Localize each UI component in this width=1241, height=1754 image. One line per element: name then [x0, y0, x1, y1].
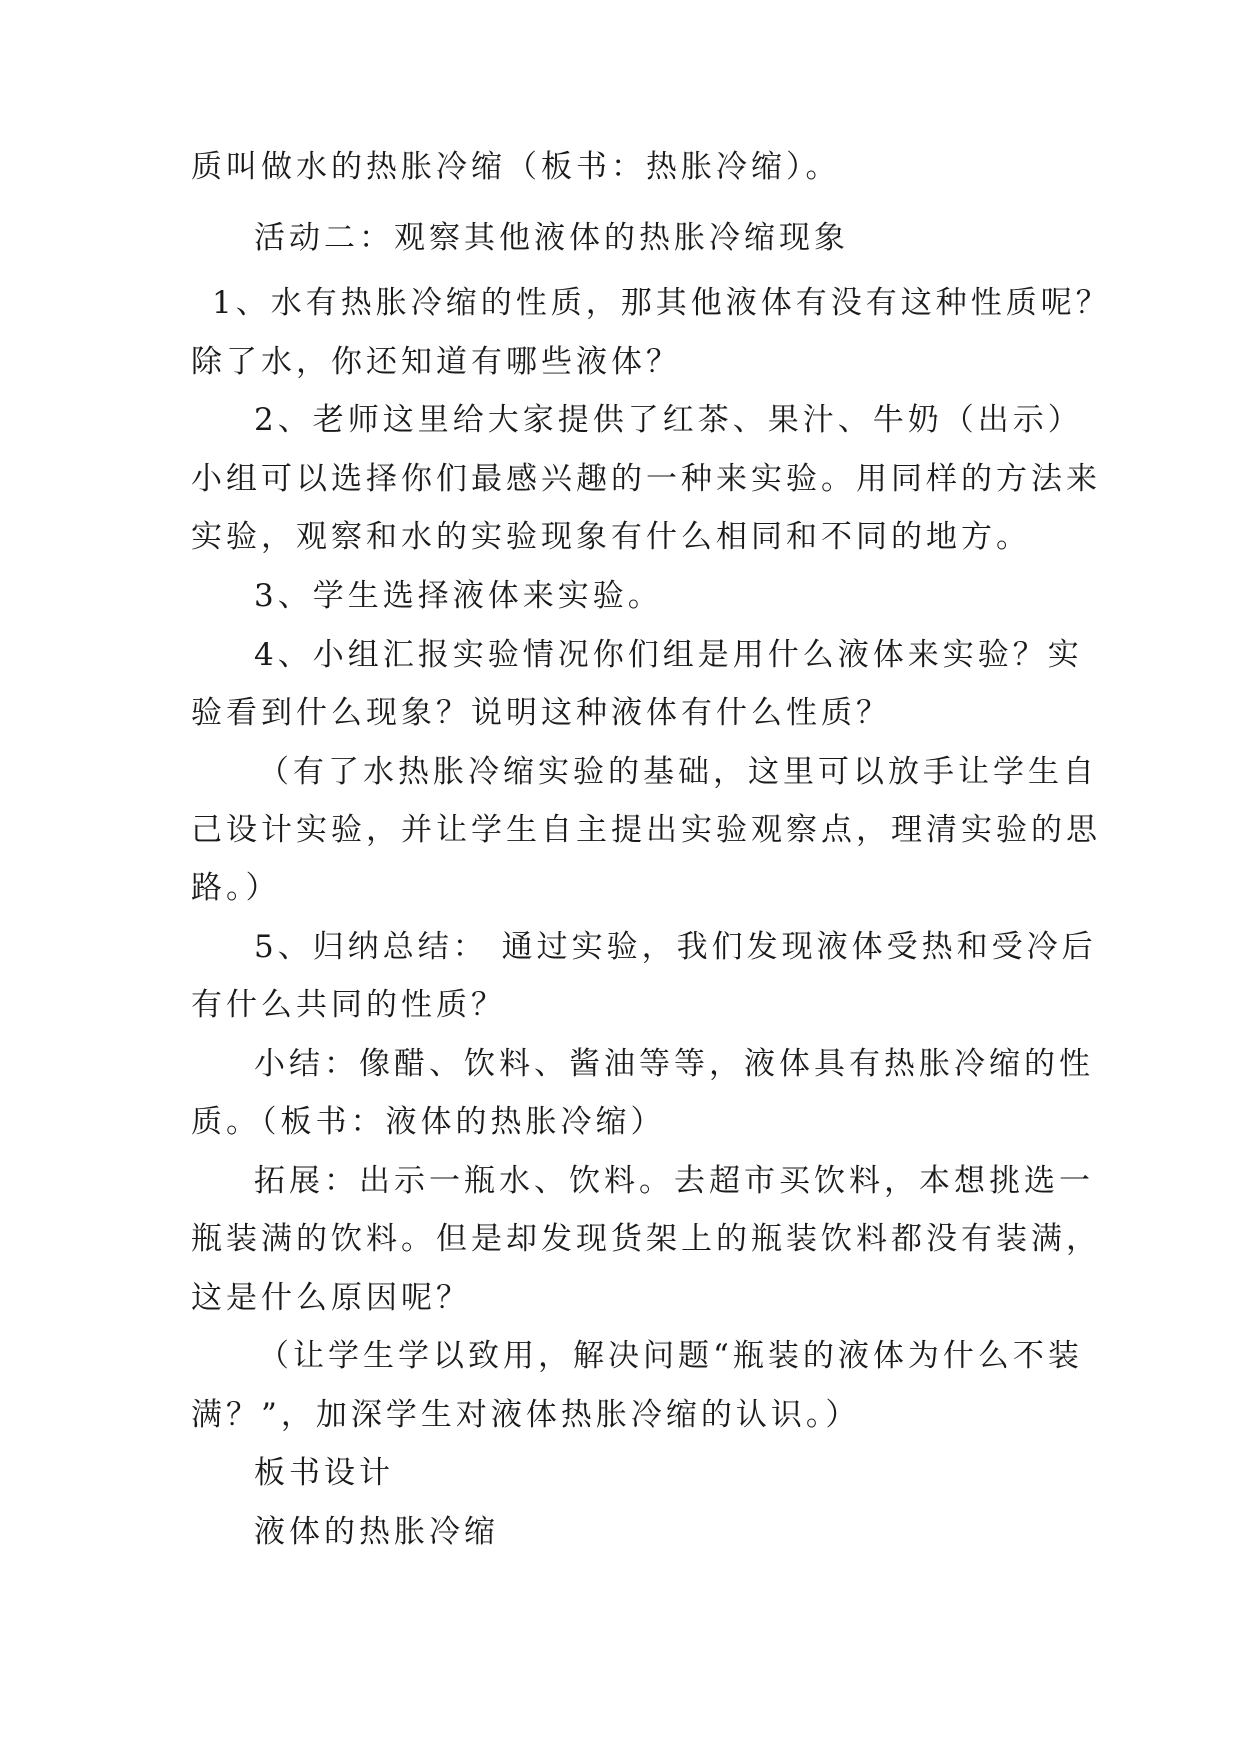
text-line: 质叫做水的热胀冷缩（板书：热胀冷缩）。	[191, 149, 841, 185]
text-line: （让学生学以致用，解决问题“瓶装的液体为什么不装	[258, 1338, 1083, 1374]
text-line: 2、老师这里给大家提供了红茶、果汁、牛奶（出示）	[254, 402, 1083, 438]
text-line: 板书设计	[254, 1455, 394, 1491]
text-line: 质。（板书：液体的热胀冷缩）	[191, 1104, 666, 1140]
text-line: （有了水热胀冷缩实验的基础，这里可以放手让学生自	[258, 754, 1098, 790]
text-line: 3、学生选择液体来实验。	[254, 578, 663, 614]
text-line: 4、小组汇报实验情况你们组是用什么液体来实验？实	[254, 637, 1083, 673]
text-line: 己设计实验，并让学生自主提出实验观察点，理清实验的思	[191, 812, 1101, 848]
text-line: 这是什么原因呢？	[191, 1280, 471, 1316]
text-line: 小结：像醋、饮料、酱油等等，液体具有热胀冷缩的性	[254, 1046, 1094, 1082]
text-line: 路。）	[191, 870, 281, 906]
text-line: 验看到什么现象？说明这种液体有什么性质？	[191, 695, 891, 731]
text-line: 1、水有热胀冷缩的性质，那其他液体有没有这种性质呢？	[212, 285, 1111, 321]
text-line: 5、归纳总结： 通过实验，我们发现液体受热和受冷后	[254, 929, 1097, 965]
text-line: 除了水，你还知道有哪些液体？	[191, 344, 681, 380]
text-line: 实验，观察和水的实验现象有什么相同和不同的地方。	[191, 519, 1031, 555]
text-line: 拓展：出示一瓶水、饮料。去超市买饮料，本想挑选一	[254, 1163, 1094, 1199]
text-line: 小组可以选择你们最感兴趣的一种来实验。用同样的方法来	[191, 461, 1101, 497]
text-line: 满？”，加深学生对液体热胀冷缩的认识。）	[191, 1397, 861, 1433]
text-line: 瓶装满的饮料。但是却发现货架上的瓶装饮料都没有装满，	[191, 1221, 1101, 1257]
text-line: 活动二：观察其他液体的热胀冷缩现象	[254, 220, 849, 256]
text-line: 有什么共同的性质？	[191, 987, 506, 1023]
text-line: 液体的热胀冷缩	[254, 1514, 499, 1550]
